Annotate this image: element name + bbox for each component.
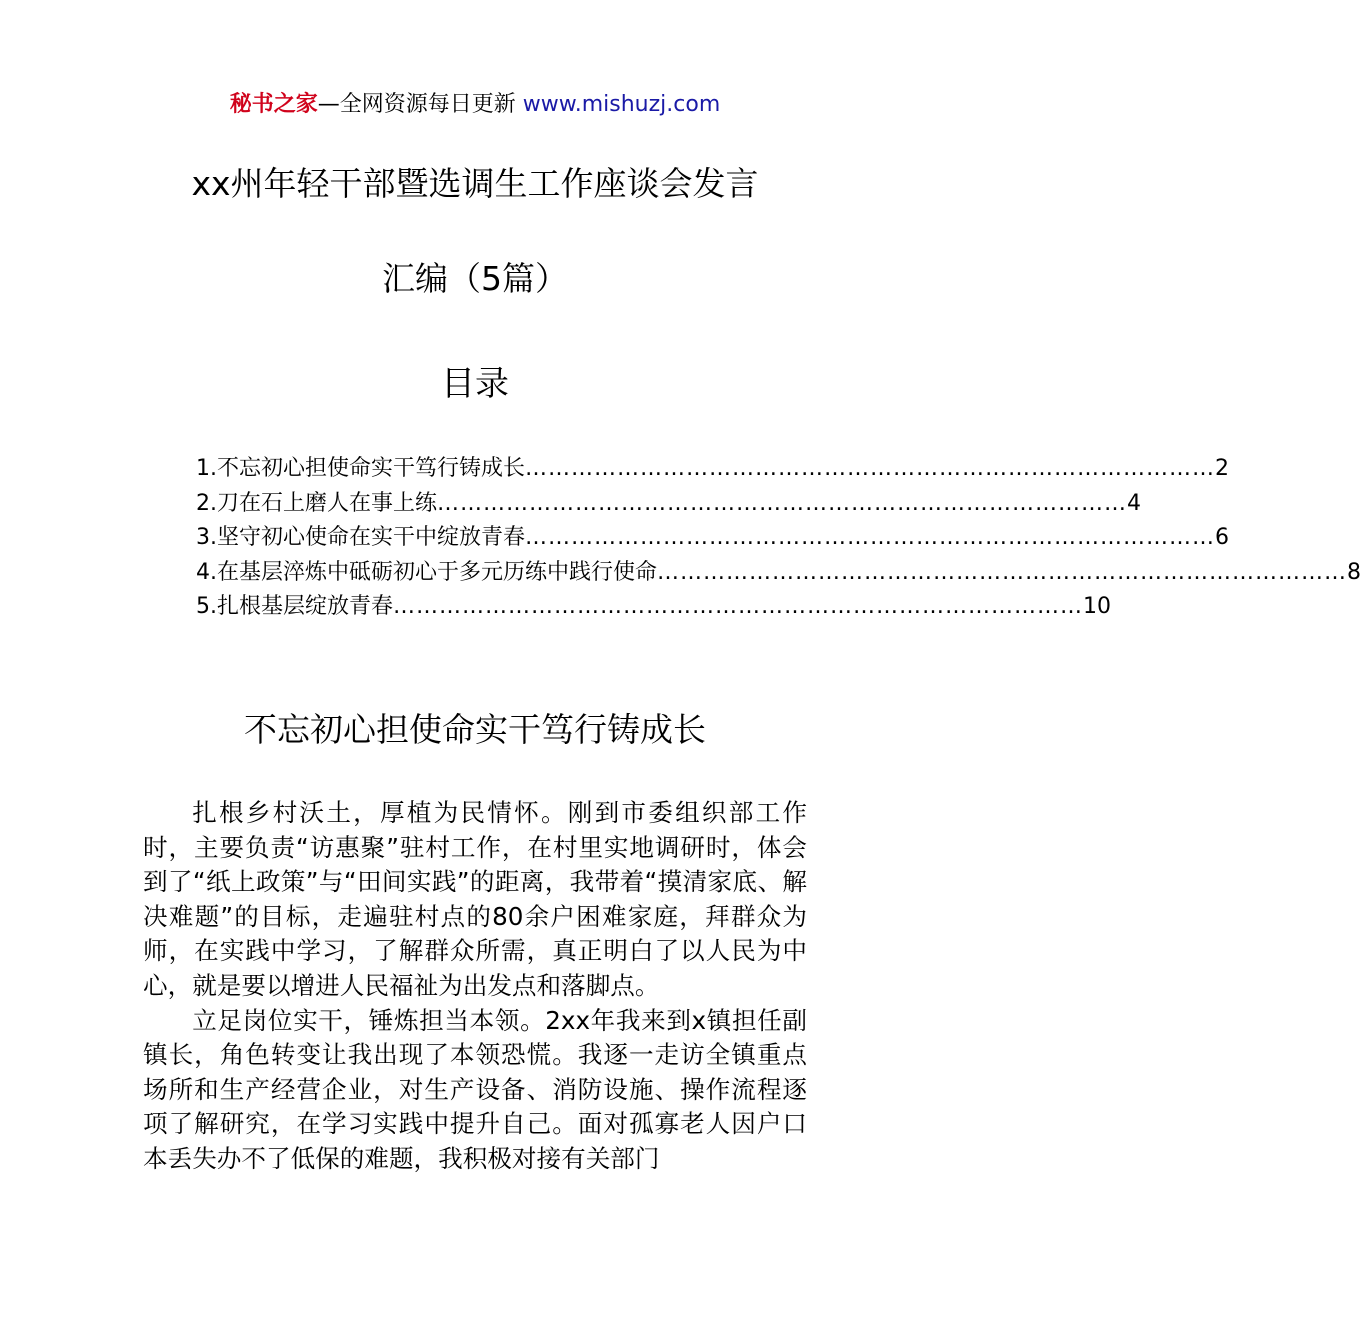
- toc-item[interactable]: [196, 556, 1361, 591]
- brand-name: 秘书之家: [229, 92, 318, 117]
- site-url-link[interactable]: www.mishuzj.com: [522, 92, 721, 117]
- header-tagline: —全网资源每日更新: [317, 92, 523, 117]
- toc-leader-dots: ………………………………………………………………………………: [437, 490, 1127, 516]
- site-header: [0, 88, 950, 122]
- toc-item-title: 2.刀在石上磨人在事上练: [196, 490, 437, 516]
- section-body: [143, 796, 807, 1177]
- table-of-contents: [196, 452, 1361, 625]
- toc-item[interactable]: [196, 590, 1111, 625]
- toc-item-page: 6: [1215, 525, 1229, 551]
- toc-leader-dots: ………………………………………………………………………………: [525, 456, 1215, 481]
- toc-item[interactable]: [196, 521, 1229, 556]
- toc-leader-dots: ………………………………………………………………………………: [525, 525, 1215, 551]
- section-title: 不忘初心担使命实干笃行铸成长: [244, 710, 706, 749]
- toc-item-title: 1.不忘初心担使命实干笃行铸成长: [196, 456, 525, 481]
- toc-item-page: 2: [1215, 456, 1229, 481]
- document-title-line-1: xx州年轻干部暨选调生工作座谈会发言: [191, 164, 759, 203]
- toc-item-page: 10: [1083, 594, 1111, 620]
- body-paragraph: 立足岗位实干，锤炼担当本领。2xx年我来到x镇担任副镇长，角色转变让我出现了本领恐慌。我逐一走访全镇重点场所和生产经营企业，对生产设备、消防设施、操作流程逐项了解研究，在学习实践中提升自己。面对孤寡老人因户口本丢失办不了低保的难题，我积极对接有关部门: [143, 1005, 807, 1173]
- toc-leader-dots: ………………………………………………………………………………: [657, 559, 1347, 585]
- toc-item[interactable]: [196, 487, 1141, 522]
- toc-leader-dots: ………………………………………………………………………………: [393, 594, 1083, 620]
- toc-item-page: 4: [1127, 490, 1141, 516]
- toc-item-title: 4.在基层淬炼中砥砺初心于多元历练中践行使命: [196, 559, 657, 585]
- toc-item[interactable]: [196, 452, 1229, 487]
- toc-item-page: 8: [1347, 559, 1361, 585]
- toc-item-title: 3.坚守初心使命在实干中绽放青春: [196, 525, 525, 551]
- body-paragraph: 扎根乡村沃土，厚植为民情怀。刚到市委组织部工作时，主要负责“访惠聚”驻村工作，在村里实地调研时，体会到了“纸上政策”与“田间实践”的距离，我带着“摸清家底、解决难题”的目标，走遍驻村点的80余户困难家庭，拜群众为师，在实践中学习，了解群众所需，真正明白了以人民为中心，就是要以增进人民福祉为出发点和落脚点。: [143, 798, 807, 1000]
- toc-heading: 目录: [441, 364, 509, 404]
- toc-item-title: 5.扎根基层绽放青春: [196, 594, 393, 620]
- document-title-line-2: 汇编（5篇）: [382, 259, 568, 298]
